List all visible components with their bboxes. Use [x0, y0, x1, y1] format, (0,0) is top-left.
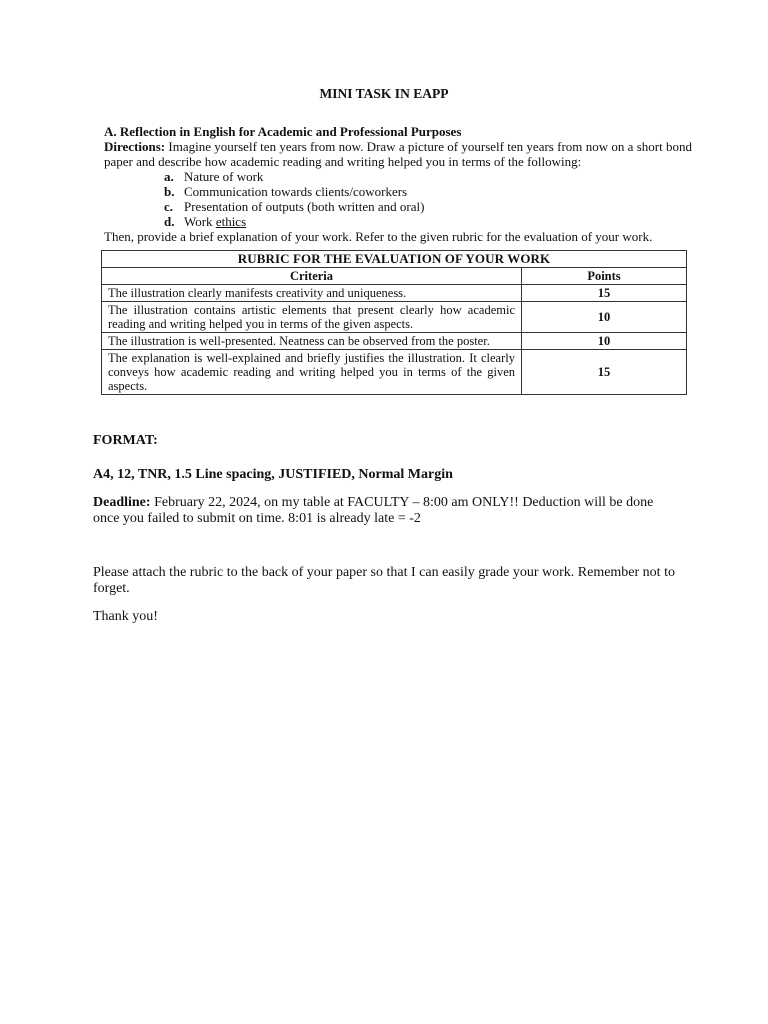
- thanks-line: Thank you!: [93, 609, 158, 624]
- points-cell: 10: [522, 333, 687, 350]
- criteria-cell: The illustration clearly manifests creativity and uniqueness.: [102, 285, 522, 302]
- criteria-cell: The explanation is well-explained and briefly justifies the illustration. It clearly conveys how academic reading and writing helped you in terms of the given aspects.: [102, 350, 522, 395]
- list-item-text: Presentation of outputs (both written and oral): [184, 199, 425, 214]
- criteria-header: Criteria: [102, 268, 522, 285]
- criteria-cell: The illustration contains artistic elements that present clearly how academic reading and writing helped you in terms of the given aspects.: [102, 302, 522, 333]
- section-heading: A. Reflection in English for Academic and Professional Purposes: [104, 124, 462, 139]
- rubric-header-row: [102, 268, 687, 285]
- list-item: [164, 184, 692, 199]
- list-item-text-prefix: Work: [184, 214, 216, 229]
- reflection-section: [104, 124, 692, 244]
- list-item: [164, 214, 692, 229]
- points-header: Points: [522, 268, 687, 285]
- list-item-letter: b.: [164, 184, 175, 199]
- deadline-paragraph: [93, 495, 678, 527]
- rubric-title: RUBRIC FOR THE EVALUATION OF YOUR WORK: [102, 251, 687, 268]
- points-cell: 10: [522, 302, 687, 333]
- deadline-label: Deadline:: [93, 495, 151, 510]
- list-item: [164, 169, 692, 184]
- list-item: [164, 199, 692, 214]
- table-row: [102, 302, 687, 333]
- format-heading: FORMAT:: [93, 433, 158, 448]
- attach-note: Please attach the rubric to the back of your paper so that I can easily grade your work. Remember not to forget.: [93, 565, 675, 596]
- directions-paragraph: [104, 139, 692, 169]
- list-item-text: Communication towards clients/coworkers: [184, 184, 408, 199]
- format-section: [93, 433, 678, 625]
- points-cell: 15: [522, 350, 687, 395]
- format-spec: A4, 12, TNR, 1.5 Line spacing, JUSTIFIED, Normal Margin: [93, 467, 453, 482]
- list-item-letter: a.: [164, 169, 174, 184]
- rubric-title-row: [102, 251, 687, 268]
- directions-text: Imagine yourself ten years from now. Draw a picture of yourself ten years from now on a short bond paper and describe how academic reading and writing helped you in terms of the following:: [104, 139, 692, 169]
- aspect-list: [104, 169, 692, 229]
- page-title: MINI TASK IN EAPP: [319, 86, 449, 101]
- list-item-text: Nature of work: [184, 169, 264, 184]
- deadline-text: February 22, 2024, on my table at FACULTY – 8:00 am ONLY!! Deduction will be done once you failed to submit on time. 8:01 is already late = -2: [93, 495, 654, 526]
- criteria-cell: The illustration is well-presented. Neatness can be observed from the poster.: [102, 333, 522, 350]
- list-item-underlined: ethics: [215, 214, 247, 229]
- directions-label: Directions:: [104, 139, 166, 154]
- table-row: [102, 285, 687, 302]
- closing-paragraph: Then, provide a brief explanation of your work. Refer to the given rubric for the evaluation of your work.: [104, 229, 653, 244]
- table-row: [102, 333, 687, 350]
- list-item-letter: d.: [164, 214, 175, 229]
- list-item-letter: c.: [164, 199, 174, 214]
- table-row: [102, 350, 687, 395]
- points-cell: 15: [522, 285, 687, 302]
- list-item-text: [184, 214, 246, 229]
- rubric-table: [101, 250, 687, 395]
